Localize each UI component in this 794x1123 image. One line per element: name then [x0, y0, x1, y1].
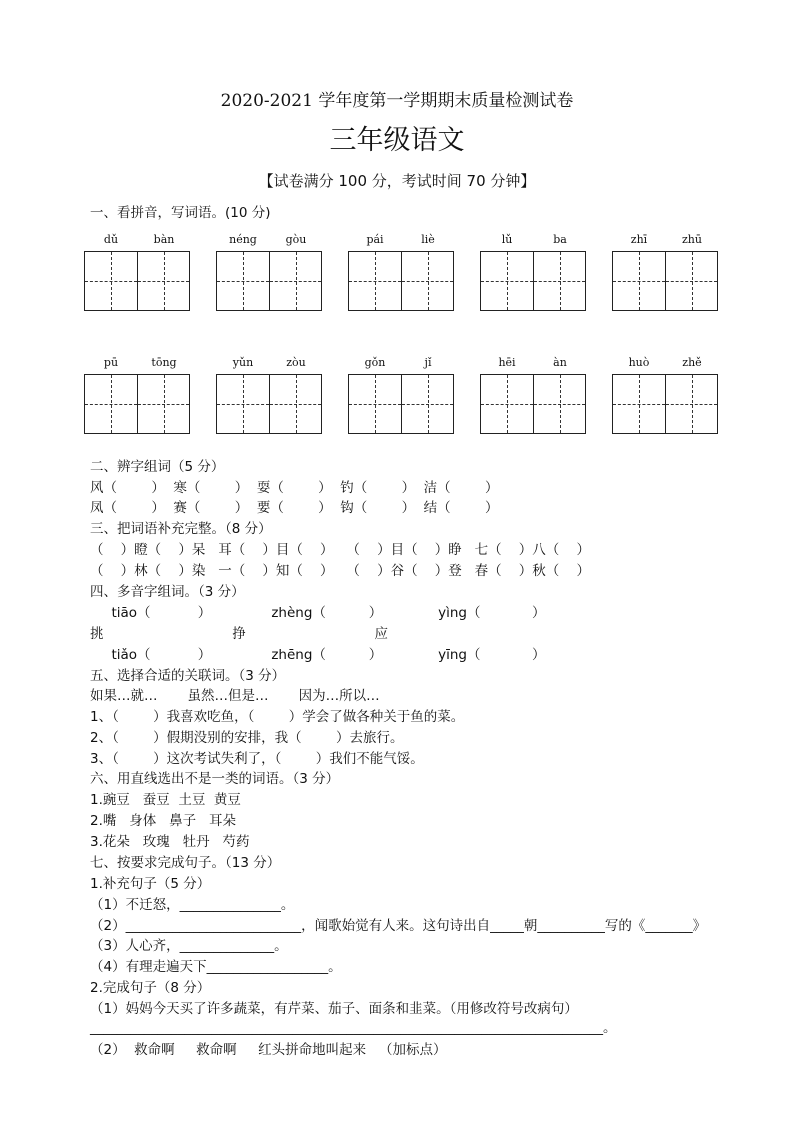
section7-s5: （1）妈妈今天买了许多蔬菜，有芹菜、茄子、面条和韭菜。（用修改符号改病句）	[90, 1001, 578, 1017]
writing-grid[interactable]	[348, 374, 454, 434]
writing-grid[interactable]	[612, 374, 718, 434]
writing-grid[interactable]	[216, 251, 322, 311]
pinyin-label: zhū	[682, 233, 702, 246]
writing-cell[interactable]	[613, 252, 665, 310]
writing-cell[interactable]	[533, 252, 585, 310]
section4-row1: tiāo（ ） zhèng（ ） yìng（ ）	[90, 605, 546, 621]
section6-heading: 六、用直线选出不是一类的词语。（3 分）	[90, 771, 340, 787]
writing-cell[interactable]	[401, 252, 453, 310]
section5-options: 如果…就… 虽然…但是… 因为…所以…	[90, 688, 380, 704]
section7-s4: （4）有理走遍天下__________________。	[90, 959, 342, 975]
section6-q2: 2.嘴 身体 鼻子 耳朵	[90, 813, 237, 829]
writing-cell[interactable]	[85, 375, 137, 433]
writing-cell[interactable]	[401, 375, 453, 433]
pinyin-label: zòu	[286, 356, 306, 369]
writing-grid[interactable]	[480, 251, 586, 311]
pinyin-label: gòu	[285, 233, 307, 246]
writing-cell[interactable]	[137, 375, 189, 433]
writing-cell[interactable]	[613, 375, 665, 433]
section7-heading: 七、按要求完成句子。（13 分）	[90, 855, 281, 871]
pinyin-label: zhě	[682, 356, 702, 369]
writing-cell[interactable]	[533, 375, 585, 433]
pinyin-label: zhī	[630, 233, 648, 246]
section7-s1: （1）不迁怒，_______________。	[90, 897, 295, 913]
section7-sub2: 2.完成句子（8 分）	[90, 980, 211, 996]
section7-s3: （3）人心齐，______________。	[90, 938, 288, 954]
section7-s6: （2） 救命啊 救命啊 红头拼命地叫起来 （加标点）	[90, 1042, 447, 1058]
section5-heading: 五、选择合适的关联词。（3 分）	[90, 668, 286, 684]
section2-row1: 风（ ） 寒（ ） 耍（ ） 钓（ ） 洁（ ）	[90, 480, 499, 496]
writing-grid[interactable]	[84, 251, 190, 311]
writing-cell[interactable]	[349, 375, 401, 433]
pinyin-label: jǐ	[424, 356, 432, 369]
section6-q1: 1.豌豆 蚕豆 土豆 黄豆	[90, 792, 241, 808]
writing-grid[interactable]	[84, 374, 190, 434]
writing-grid[interactable]	[216, 374, 322, 434]
section7-sub1: 1.补充句子（5 分）	[90, 876, 211, 892]
pinyin-label: dǔ	[103, 233, 119, 246]
section3-heading: 三、把词语补充完整。（8 分）	[90, 521, 272, 537]
section7-s5-answer-line: ____________________________________________________________________________。	[90, 1020, 617, 1036]
writing-cell[interactable]	[665, 375, 717, 433]
writing-cell[interactable]	[349, 252, 401, 310]
section3-row2: （ ）林（ ）染 一（ ）知（ ） （ ）谷（ ）登 春（ ）秋（ ）	[90, 563, 590, 579]
writing-grid[interactable]	[480, 374, 586, 434]
writing-grid[interactable]	[348, 251, 454, 311]
writing-cell[interactable]	[269, 252, 321, 310]
writing-cell[interactable]	[85, 252, 137, 310]
writing-cell[interactable]	[269, 375, 321, 433]
pinyin-label: pái	[366, 233, 384, 246]
section5-q1: 1、（ ）我喜欢吃鱼，（ ）学会了做各种关于鱼的菜。	[90, 709, 465, 725]
writing-cell[interactable]	[481, 252, 533, 310]
section2-heading: 二、辨字组词（5 分）	[90, 459, 225, 475]
pinyin-label: gǒn	[364, 356, 386, 369]
section5-q3: 3、（ ）这次考试失利了，（ ）我们不能气馁。	[90, 751, 424, 767]
pinyin-label: huò	[628, 356, 650, 369]
pinyin-label: bàn	[153, 233, 175, 246]
pinyin-label: néng	[229, 233, 257, 246]
pinyin-label: hēi	[498, 356, 516, 369]
pinyin-label: yǔn	[232, 356, 254, 369]
section7-s2: （2）__________________________，闻歌始觉有人来。这句诗出自_____朝__________写的《_______》	[90, 918, 707, 934]
pinyin-label: ba	[553, 233, 567, 246]
pinyin-label: liè	[421, 233, 435, 246]
pinyin-label: lǔ	[501, 233, 513, 246]
writing-cell[interactable]	[217, 375, 269, 433]
section1-heading: 一、看拼音，写词语。(10 分)	[90, 205, 271, 221]
section3-row1: （ ）瞪（ ）呆 耳（ ）目（ ） （ ）目（ ）睁 七（ ）八（ ）	[90, 542, 590, 558]
subject-title: 三年级语文	[329, 125, 465, 156]
writing-cell[interactable]	[481, 375, 533, 433]
writing-cell[interactable]	[665, 252, 717, 310]
pinyin-label: tōng	[151, 356, 177, 369]
exam-title: 2020-2021 学年度第一学期期末质量检测试卷	[220, 91, 574, 111]
section2-row2: 凤（ ） 赛（ ） 要（ ） 钩（ ） 结（ ）	[90, 500, 499, 516]
section6-q3: 3.花朵 玫瑰 牡丹 芍药	[90, 834, 250, 850]
pinyin-label: àn	[553, 356, 567, 369]
exam-note: 【试卷满分 100 分，考试时间 70 分钟】	[258, 172, 536, 190]
writing-cell[interactable]	[137, 252, 189, 310]
pinyin-label: pū	[103, 356, 119, 369]
writing-grid[interactable]	[612, 251, 718, 311]
section5-q2: 2、（ ）假期没别的安排，我（ ）去旅行。	[90, 730, 404, 746]
section4-row3: tiǎo（ ） zhēng（ ） yīng（ ）	[90, 647, 546, 663]
section4-row2: 挑 挣 应	[90, 626, 388, 642]
section4-heading: 四、多音字组词。（3 分）	[90, 584, 245, 600]
writing-cell[interactable]	[217, 252, 269, 310]
